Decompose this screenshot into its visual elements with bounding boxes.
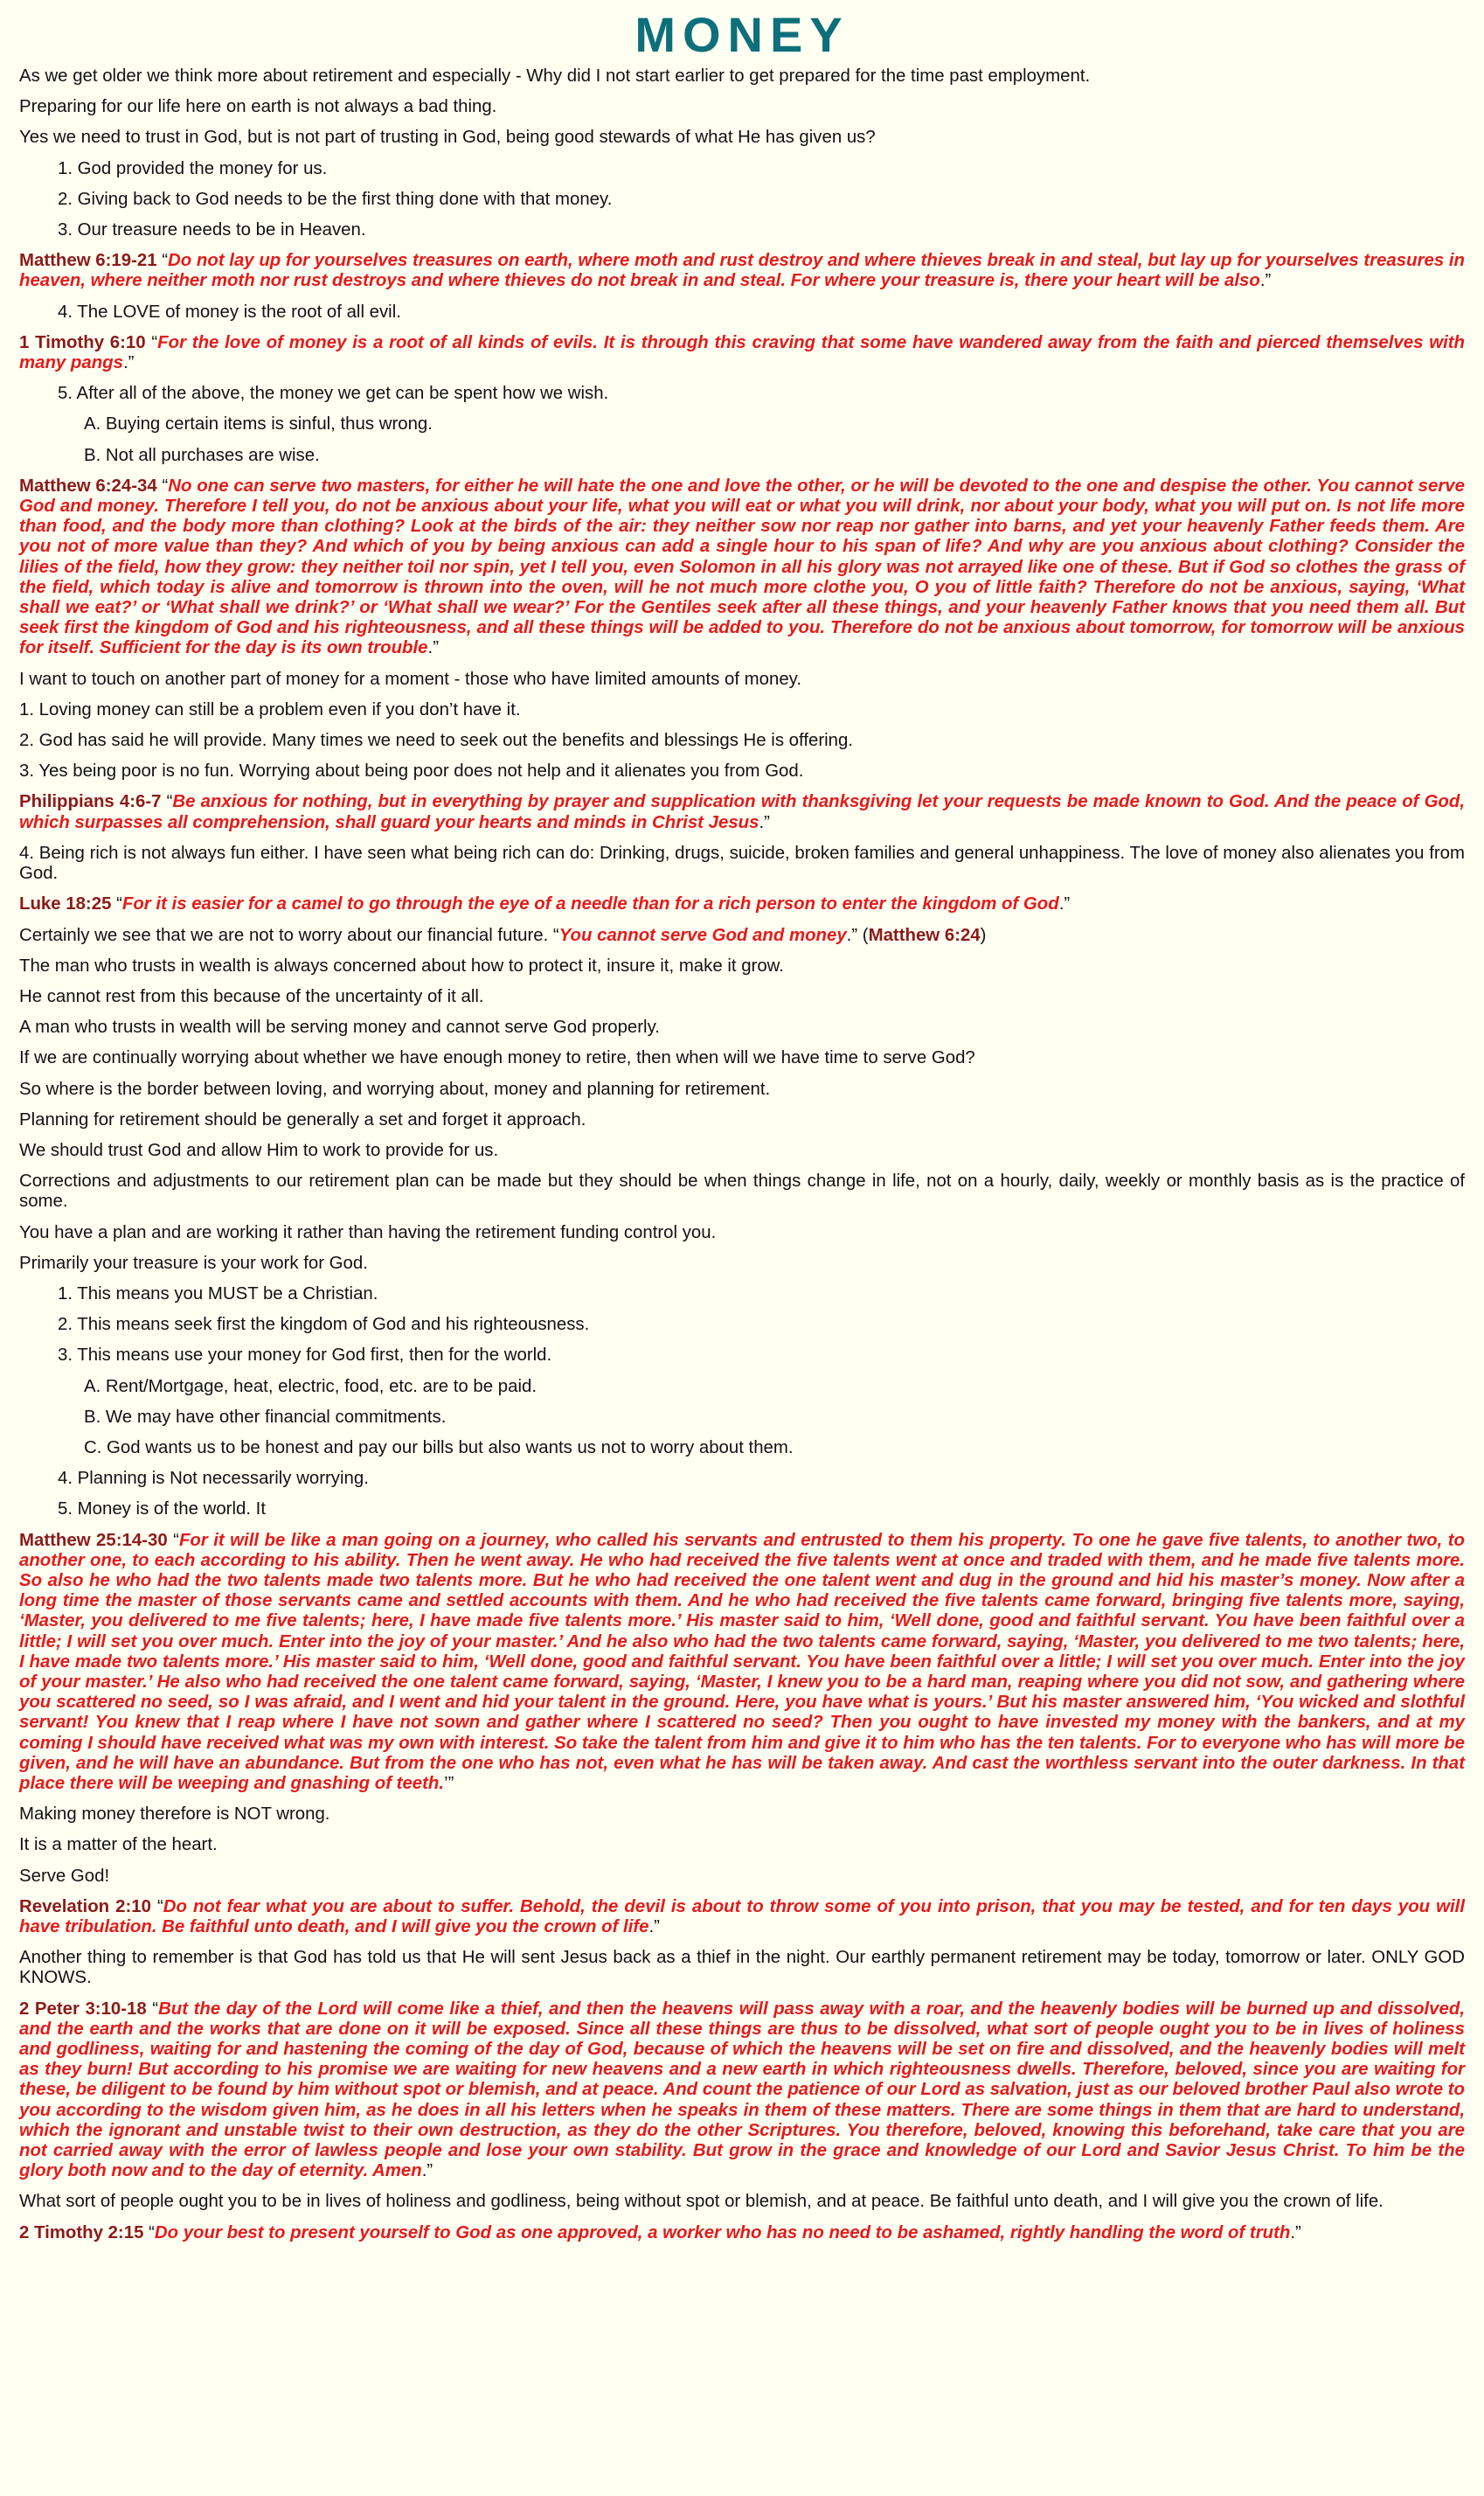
- paragraph: What sort of people ought you to be in lives of holiness and godliness, being without spot or blemish, and at peace. Be faithful unto death, and I will give you the crown of life.: [19, 2192, 1383, 2212]
- paragraph: 3. Yes being poor is no fun. Worrying about being poor does not help and it alienates you from God.: [19, 761, 804, 782]
- paragraph: Corrections and adjustments to our retirement plan can be made but they should be when things change in life, not on a hourly, daily, weekly or monthly basis as is the practice of some.: [19, 1172, 1465, 1212]
- paragraph-text: ): [980, 925, 987, 945]
- scripture-reference: Matthew 6:24-34: [19, 476, 157, 496]
- scripture-reference: Matthew 6:24: [868, 925, 981, 945]
- list-item: A. Rent/Mortgage, heat, electric, food, etc. are to be paid.: [84, 1376, 537, 1396]
- paragraph: So where is the border between loving, and worrying about, money and planning for retirement.: [19, 1079, 771, 1099]
- paragraph: It is a matter of the heart.: [19, 1835, 218, 1855]
- scripture-text: No one can serve two masters, for either he will hate the one and love the other, or he will be devoted to the one and despise the other. You cannot serve God and money. Therefore I tell you, do not be anxious about your life, what you will eat or what you will drink, nor about your body, what you will put on. Is not life more than food, and the body more than clothing? Look at the birds of the air: they neither sow nor reap nor gather into barns, and yet your heavenly Father feeds them. Are you not of more value than they? And which of you by being anxious can add a single hour to his span of life? And why are you anxious about clothing? Consider the lilies of the field, how they grow: they neither toil nor spin, yet I tell you, even Solomon in all his glory was not arrayed like one of these. But if God so clothes the grass of the field, which today is alive and tomorrow is thrown into the oven, will he not much more clothe you, O you of little faith? Therefore do not be anxious, saying, ‘What shall we eat?’ or ‘What shall we drink?’ or ‘What shall we wear?’ For the Gentiles seek after all these things, and your heavenly Father knows that you need them all. But seek first the kingdom of God and his righteousness, and all these things will be added to you. Therefore do not be anxious about tomorrow, for tomorrow will be anxious for itself. Sufficient for the day is its own trouble: [19, 476, 1465, 658]
- scripture-text: For it will be like a man going on a journey, who called his servants and entrusted to them his property. To one he gave five talents, to another two, to another one, to each according to his ability. Then he went away. He who had received the five talents went at once and traded with them, and he made five talents more. So also he who had the two talents made two talents more. But he who had received the one talent went and dug in the ground and hid his master’s money. Now after a long time the master of those servants came and settled accounts with them. And he who had received the five talents came forward, bringing five talents more, saying, ‘Master, you delivered to me five talents; here, I have made five talents more.’ His master said to him, ‘Well done, good and faithful servant. You have been faithful over a little; I will set you over much. Enter into the joy of your master.’ And he also who had the two talents came forward, saying, ‘Master, you delivered to me two talents; here, I have made two talents more.’ His master said to him, ‘Well done, good and faithful servant. You have been faithful over a little; I will set you over much. Enter into the joy of your master.’ He also who had received the one talent came forward, saying, ‘Master, I knew you to be a hard man, reaping where you did not sow, and gathering where you scattered no seed, so I was afraid, and I went and hid your talent in the ground. Here, you have what is yours.’ But his master answered him, ‘You wicked and slothful servant! You knew that I reap where I have not sown and gather where I scattered no seed? Then you ought to have invested my money with the bankers, and at my coming I should have received what was my own with interest. So take the talent from him and give it to him who has the ten talents. For to everyone who has will more be given, and he will have an abundance. But from the one who has not, even what he has will be taken away. And cast the worthless servant into the outer darkness. In that place there will be weeping and gnashing of teeth.: [19, 1530, 1465, 1793]
- scripture-reference: Matthew 25:14-30: [19, 1530, 168, 1550]
- list-item: 5. After all of the above, the money we get can be spent how we wish.: [58, 384, 609, 404]
- list-item: 2. Giving back to God needs to be the first thing done with that money.: [58, 189, 613, 209]
- list-item: 1. God provided the money for us.: [58, 158, 328, 178]
- scripture-text: Do your best to present yourself to God as one approved, a worker who has no need to be ashamed, rightly handling the word of truth: [154, 2222, 1291, 2242]
- paragraph: We should trust God and allow Him to work to provide for us.: [19, 1140, 499, 1160]
- list-item: 3. Our treasure needs to be in Heaven.: [58, 220, 366, 240]
- scripture-block: Matthew 6:19-21 “Do not lay up for yourselves treasures on earth, where moth and rust destroy and where thieves break in and steal, but lay up for yourselves treasures in heaven, where neither moth nor rust destroys and where thieves do not break in and steal. For where your treasure is, there your heart will be also.”: [19, 251, 1465, 291]
- paragraph: I want to touch on another part of money for a moment - those who have limited amounts of money.: [19, 669, 802, 689]
- paragraph: A man who trusts in wealth will be serving money and cannot serve God properly.: [19, 1018, 660, 1038]
- list-item: A. Buying certain items is sinful, thus wrong.: [84, 414, 433, 435]
- scripture-reference: 2 Peter 3:10-18: [19, 1999, 147, 2019]
- scripture-text: For it is easier for a camel to go through the eye of a needle than for a rich person to enter the kingdom of God: [121, 894, 1059, 914]
- paragraph: 4. Being rich is not always fun either. I have seen what being rich can do: Drinking, drugs, suicide, broken families and general unhappiness. The love of money also alienates you from God.: [19, 843, 1465, 884]
- paragraph: Planning for retirement should be generally a set and forget it approach.: [19, 1109, 586, 1130]
- list-item: C. God wants us to be honest and pay our bills but also wants us not to worry about them.: [84, 1437, 794, 1457]
- scripture-text: You cannot serve God and money: [558, 925, 847, 945]
- paragraph: Another thing to remember is that God has told us that He will sent Jesus back as a thief in the night. Our earthly permanent retirement may be today, tomorrow or later. ONLY GOD KNOWS.: [19, 1948, 1465, 1988]
- list-item: 1. This means you MUST be a Christian.: [58, 1283, 378, 1304]
- scripture-block: Matthew 25:14-30 “For it will be like a man going on a journey, who called his servants and entrusted to them his property. To one he gave five talents, to another two, to another one, to each according to his ability. Then he went away. He who had received the five talents went at once and traded with them, and he made five talents more. So also he who had the two talents made two talents more. But he who had received the one talent went and dug in the ground and hid his master’s money. Now after a long time the master of those servants came and settled accounts with them. And he who had received the five talents came forward, bringing five talents more, saying, ‘Master, you delivered to me five talents; here, I have made five talents more.’ His master said to him, ‘Well done, good and faithful servant. You have been faithful over a little; I will set you over much. Enter into the joy of your master.’ And he also who had the two talents came forward, saying, ‘Master, you delivered to me two talents; here, I have made two talents more.’ His master said to him, ‘Well done, good and faithful servant. You have been faithful over a little; I will set you over much. Enter into the joy of your master.’ He also who had received the one talent came forward, saying, ‘Master, I knew you to be a hard man, reaping where you did not sow, and gathering where you scattered no seed, so I was afraid, and I went and hid your talent in the ground. Here, you have what is yours.’ But his master answered him, ‘You wicked and slothful servant! You knew that I reap where I have not sown and gather where I scattered no seed? Then you ought to have invested my money with the bankers, and at my coming I should have received what was my own with interest. So take the talent from him and give it to him who has the ten talents. For to everyone who has will more be given, and he will have an abundance. But from the one who has not, even what he has will be taken away. And cast the worthless servant into the outer darkness. In that place there will be weeping and gnashing of teeth.’”: [19, 1530, 1465, 1793]
- list-item: B. Not all purchases are wise.: [84, 445, 320, 465]
- paragraph: Serve God!: [19, 1866, 110, 1886]
- paragraph: You have a plan and are working it rather than having the retirement funding control you.: [19, 1222, 717, 1242]
- list-item: B. We may have other financial commitments.: [84, 1407, 447, 1427]
- paragraph: 2. God has said he will provide. Many times we need to seek out the benefits and blessings He is offering.: [19, 731, 853, 751]
- document-body: [19, 66, 1465, 2243]
- scripture-reference: Revelation 2:10: [19, 1896, 151, 1916]
- scripture-text: Do not fear what you are about to suffer. Behold, the devil is about to throw some of you into prison, that you may be tested, and for ten days you will have tribulation. Be faithful unto death, and I will give you the crown of life: [19, 1896, 1465, 1937]
- paragraph: 1. Loving money can still be a problem even if you don’t have it.: [19, 699, 521, 720]
- paragraph: Preparing for our life here on earth is not always a bad thing.: [19, 97, 497, 117]
- scripture-text: Be anxious for nothing, but in everything by prayer and supplication with thanksgiving let your requests be made known to God. And the peace of God, which surpasses all comprehension, shall guard your hearts and minds in Christ Jesus: [19, 792, 1466, 832]
- scripture-block: 2 Peter 3:10-18 “But the day of the Lord will come like a thief, and then the heavens will pass away with a roar, and the heavenly bodies will be burned up and dissolved, and the earth and the works that are done on it will be exposed. Since all these things are thus to be dissolved, what sort of people ought you to be in lives of holiness and godliness, waiting for and hastening the coming of the day of God, because of which the heavens will be set on fire and dissolved, and the heavenly bodies will melt as they burn! But according to his promise we are waiting for new heavens and a new earth in which righteousness dwells. Therefore, beloved, since you are waiting for these, be diligent to be found by him without spot or blemish, and at peace. And count the patience of our Lord as salvation, just as our beloved brother Paul also wrote to you according to the wisdom given him, as he does in all his letters when he speaks in them of these matters. There are some things in them that are hard to understand, which the ignorant and unstable twist to their own destruction, as they do the other Scriptures. You therefore, beloved, knowing this beforehand, take care that you are not carried away with the error of lawless people and lose your own stability. But grow in the grace and knowledge of our Lord and Savior Jesus Christ. To him be the glory both now and to the day of eternity. Amen.”: [19, 1999, 1465, 2181]
- scripture-text: For the love of money is a root of all kinds of evils. It is through this craving that some have wandered away from the faith and pierced themselves with many pangs: [19, 332, 1465, 373]
- scripture-text: Do not lay up for yourselves treasures on earth, where moth and rust destroy and where thieves break in and steal, but lay up for yourselves treasures in heaven, where neither moth nor rust destroys and where thieves do not break in and steal. For where your treasure is, there your heart will be also: [19, 251, 1465, 291]
- scripture-reference: Philippians 4:6-7: [19, 792, 162, 812]
- scripture-block: Revelation 2:10 “Do not fear what you are about to suffer. Behold, the devil is about to throw some of you into prison, that you may be tested, and for ten days you will have tribulation. Be faithful unto death, and I will give you the crown of life.”: [19, 1896, 1465, 1937]
- paragraph: He cannot rest from this because of the uncertainty of it all.: [19, 986, 484, 1006]
- scripture-block: Luke 18:25 “For it is easier for a camel to go through the eye of a needle than for a rich person to enter the kingdom of God.”: [19, 894, 1071, 914]
- page-title: MONEY: [635, 7, 849, 62]
- paragraph: The man who trusts in wealth is always concerned about how to protect it, insure it, make it grow.: [19, 956, 784, 976]
- list-item: 4. Planning is Not necessarily worrying.: [58, 1469, 369, 1489]
- paragraph: Primarily your treasure is your work for God.: [19, 1253, 368, 1273]
- scripture-reference: 2 Timothy 2:15: [19, 2222, 144, 2242]
- paragraph: As we get older we think more about retirement and especially - Why did I not start earlier to get prepared for the time past employment.: [19, 66, 1091, 86]
- scripture-block: 1 Timothy 6:10 “For the love of money is a root of all kinds of evils. It is through this craving that some have wandered away from the faith and pierced themselves with many pangs.”: [19, 332, 1465, 373]
- list-item: 5. Money is of the world. It: [58, 1499, 266, 1519]
- paragraph: Making money therefore is NOT wrong.: [19, 1804, 330, 1825]
- list-item: 4. The LOVE of money is the root of all evil.: [58, 302, 401, 322]
- scripture-reference: Matthew 6:19-21: [19, 251, 157, 271]
- list-item: 3. This means use your money for God first, then for the world.: [58, 1345, 552, 1366]
- scripture-text: But the day of the Lord will come like a thief, and then the heavens will pass away with a roar, and the heavenly bodies will be burned up and dissolved, and the earth and the works that are done on it will be exposed. Since all these things are thus to be dissolved, what sort of people ought you to be in lives of holiness and godliness, waiting for and hastening the coming of the day of God, because of which the heavens will be set on fire and dissolved, and the heavenly bodies will melt as they burn! But according to his promise we are waiting for new heavens and a new earth in which righteousness dwells. Therefore, beloved, since you are waiting for these, be diligent to be found by him without spot or blemish, and at peace. And count the patience of our Lord as salvation, just as our beloved brother Paul also wrote to you according to the wisdom given him, as he does in all his letters when he speaks in them of these matters. There are some things in them that are hard to understand, which the ignorant and unstable twist to their own destruction, as they do the other Scriptures. You therefore, beloved, knowing this beforehand, take care that you are not carried away with the error of lawless people and lose your own stability. But grow in the grace and knowledge of our Lord and Savior Jesus Christ. To him be the glory both now and to the day of eternity. Amen: [19, 1999, 1465, 2181]
- scripture-block: 2 Timothy 2:15 “Do your best to present yourself to God as one approved, a worker who has no need to be ashamed, rightly handling the word of truth.”: [19, 2222, 1301, 2242]
- paragraph: If we are continually worrying about whether we have enough money to retire, then when will we have time to serve God?: [19, 1048, 975, 1068]
- scripture-block: Philippians 4:6-7 “Be anxious for nothing, but in everything by prayer and supplication with thanksgiving let your requests be made known to God. And the peace of God, which surpasses all comprehension, shall guard your hearts and minds in Christ Jesus.”: [19, 792, 1466, 832]
- paragraph: Yes we need to trust in God, but is not part of trusting in God, being good stewards of what He has given us?: [19, 128, 876, 148]
- paragraph-text: Certainly we see that we are not to worry about our financial future. “: [19, 925, 559, 945]
- scripture-reference: 1 Timothy 6:10: [19, 332, 146, 352]
- scripture-block: Matthew 6:24-34 “No one can serve two masters, for either he will hate the one and love the other, or he will be devoted to the one and despise the other. You cannot serve God and money. Therefore I tell you, do not be anxious about your life, what you will eat or what you will drink, nor about your body, what you will put on. Is not life more than food, and the body more than clothing? Look at the birds of the air: they neither sow nor reap nor gather into barns, and yet your heavenly Father feeds them. Are you not of more value than they? And which of you by being anxious can add a single hour to his span of life? And why are you anxious about clothing? Consider the lilies of the field, how they grow: they neither toil nor spin, yet I tell you, even Solomon in all his glory was not arrayed like one of these. But if God so clothes the grass of the field, which today is alive and tomorrow is thrown into the oven, will he not much more clothe you, O you of little faith? Therefore do not be anxious, saying, ‘What shall we eat?’ or ‘What shall we drink?’ or ‘What shall we wear?’ For the Gentiles seek after all these things, and your heavenly Father knows that you need them all. But seek first the kingdom of God and his righteousness, and all these things will be added to you. Therefore do not be anxious about tomorrow, for tomorrow will be anxious for itself. Sufficient for the day is its own trouble.”: [19, 476, 1465, 658]
- paragraph: [19, 926, 1465, 946]
- paragraph-text: .” (: [846, 925, 869, 945]
- scripture-reference: Luke 18:25: [19, 894, 112, 914]
- list-item: 2. This means seek first the kingdom of God and his righteousness.: [58, 1315, 590, 1335]
